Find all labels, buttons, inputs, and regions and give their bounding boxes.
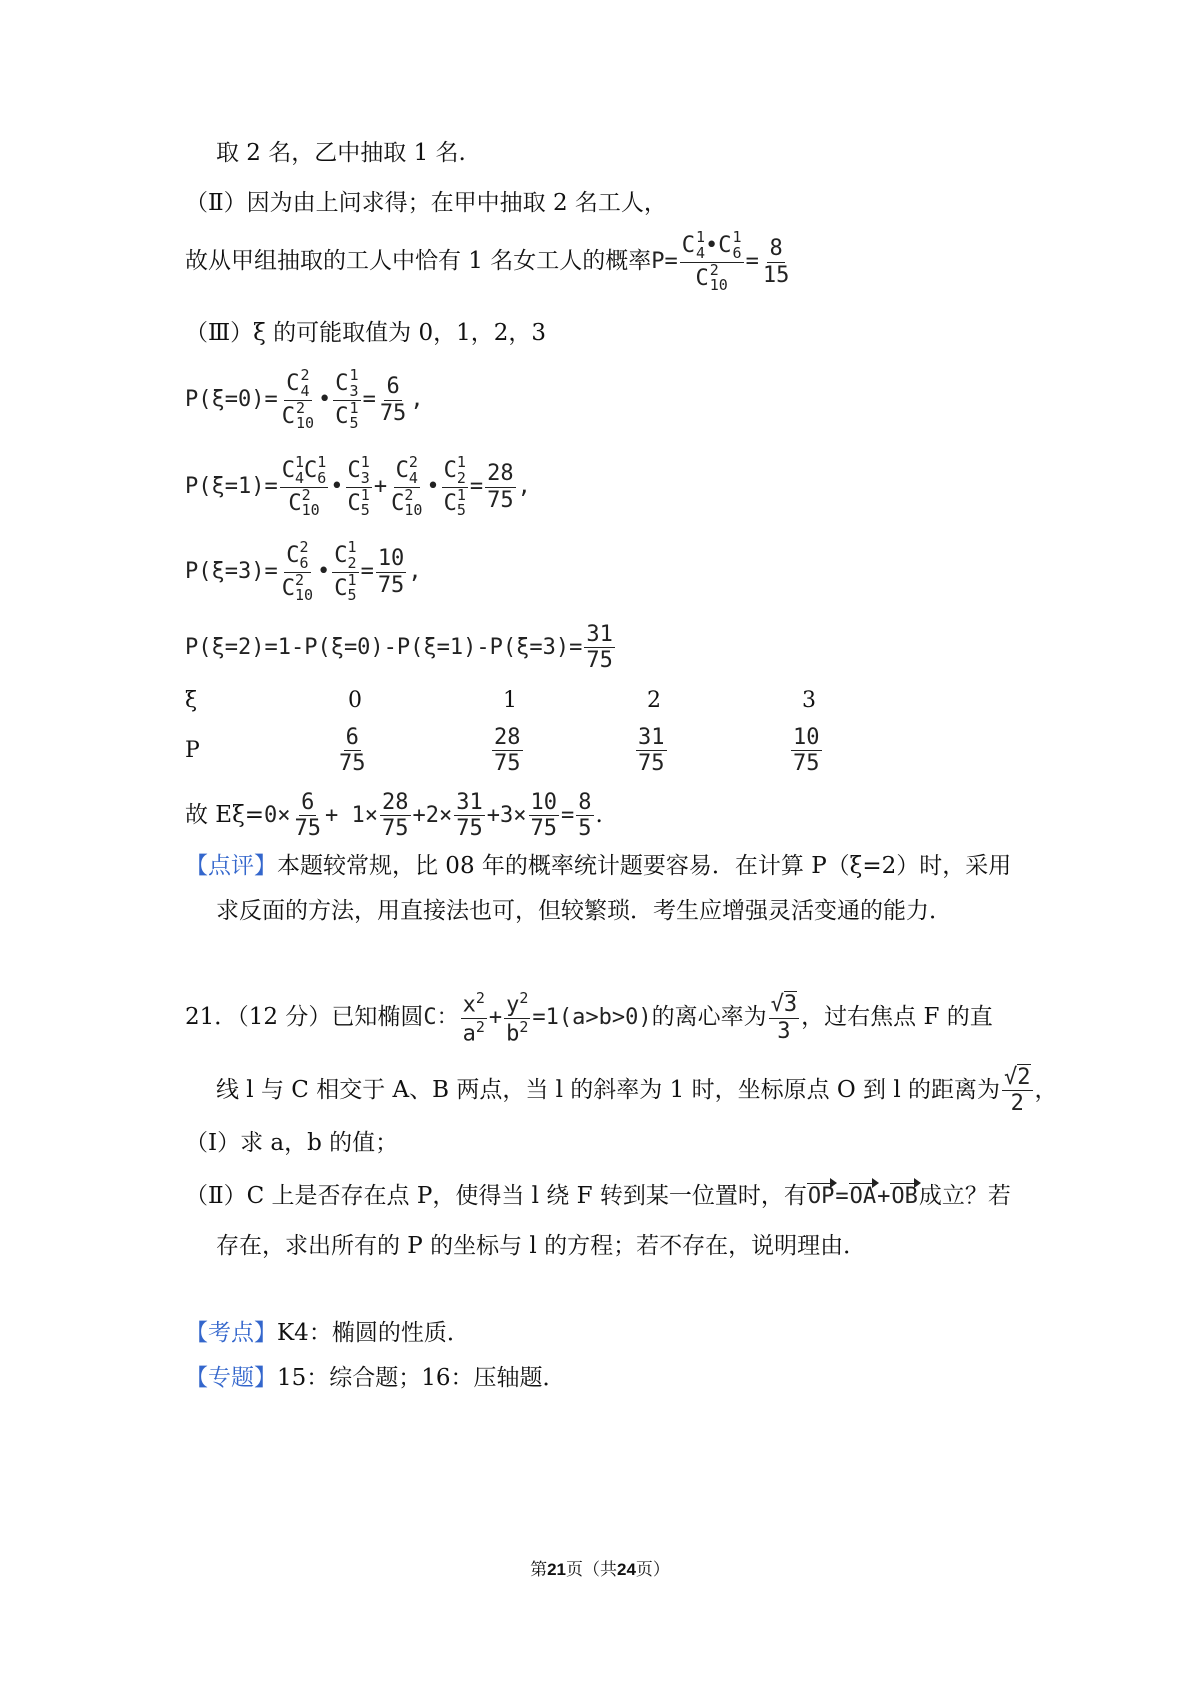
- probability-line: 故从甲组抽取的工人中恰有 1 名女工人的概率P= C 1 4 •C 1 6 C 2 10 = $\frac{8}{15}$: [185, 228, 790, 295]
- table-cell: P: [185, 738, 200, 763]
- expectation-line: 故 Eξ=0× $\frac{6}{75}$ + 1× $\frac{28}{75}$ +2× $\frac{31}{75}$ +3× $\frac{10}{75}$ = $\frac{8}{5}$ .: [185, 790, 603, 842]
- table-cell: 1: [503, 688, 517, 713]
- text-line: 存在，求出所有的 P 的坐标与 l 的方程；若不存在，说明理由．: [216, 1233, 867, 1259]
- table-cell: 2: [647, 688, 661, 713]
- sqrt2-fraction: $\frac{√2}{2}$: [1004, 1065, 1031, 1117]
- table-cell: ξ: [185, 688, 198, 713]
- vector-equation: OP=OA+OB: [807, 1184, 918, 1209]
- text-line: （Ⅱ）因为由上问求得；在甲中抽取 2 名工人，: [185, 190, 667, 216]
- question-21-line: 21．（12 分）已知椭圆C： $\frac{x^2}{a^2}$ + $\frac{y^2}{b^2}$ =1(a>b>0)的离心率为 $\frac{√3}{3}$ ，过右焦点 F 的直: [185, 989, 993, 1046]
- table-cell: 3: [802, 688, 816, 713]
- table-cell: 0: [348, 688, 362, 713]
- text-line: （Ⅲ）ξ 的可能取值为 0，1，2，3: [185, 320, 547, 346]
- kaodian-tag: 【考点】: [185, 1320, 277, 1346]
- text-line: 线 l 与 C 相交于 A、B 两点，当 l 的斜率为 1 时，坐标原点 O 到 l 的距离为 $\frac{√2}{2}$ ，: [216, 1065, 1058, 1117]
- ellipse-equation: C： $\frac{x^2}{a^2}$ + $\frac{y^2}{b^2}$ =1(a>b>0): [423, 989, 652, 1046]
- text-line: （Ⅱ）C 上是否存在点 P，使得当 l 绕 F 转到某一位置时，有OP=OA+OB成立？若: [185, 1183, 1011, 1209]
- table-cell: $\frac{28}{75}$: [494, 725, 521, 777]
- page-footer: 第21页（共24页）: [530, 1560, 670, 1580]
- distribution-table-prob-row: [185, 725, 945, 793]
- review-line: 【点评】本题较常规，比 08 年的概率统计题要容易．在计算 P（ξ=2）时，采用: [185, 853, 1012, 879]
- sqrt3-fraction: $\frac{√3}{3}$: [770, 992, 798, 1044]
- zhuanti-line: 【专题】15：综合题；16：压轴题．: [185, 1365, 566, 1391]
- equation-p0: P(ξ=0)= C 2 4 C 2 10 • C 1 3 C 1 5 = $\frac{6}{75}$ ,: [185, 366, 424, 433]
- zhuanti-tag: 【专题】: [185, 1365, 277, 1391]
- kaodian-line: 【考点】K4：椭圆的性质．: [185, 1320, 470, 1346]
- review-tag: 【点评】: [185, 853, 277, 879]
- fraction: C 1 4 •C 1 6 C 2 10: [681, 228, 742, 295]
- fraction: $\frac{8}{15}$: [762, 236, 790, 288]
- text-line: （Ⅰ）求 a，b 的值；: [185, 1130, 399, 1156]
- text-line: 取 2 名，乙中抽取 1 名.: [216, 140, 466, 166]
- table-cell: $\frac{31}{75}$: [638, 725, 665, 777]
- equation-p3: P(ξ=3)= C 2 6 C 2 10 • C 1 2 C 1 5 = $\frac{10}{75}$ ,: [185, 538, 422, 605]
- table-cell: $\frac{6}{75}$: [339, 725, 366, 777]
- text-line: 求反面的方法，用直接法也可，但较繁琐．考生应增强灵活变通的能力．: [216, 898, 952, 924]
- table-cell: $\frac{10}{75}$: [793, 725, 820, 777]
- equation-p2: P(ξ=2)=1-P(ξ=0)-P(ξ=1)-P(ξ=3)= $\frac{31}{75}$: [185, 622, 613, 674]
- equation-p1: P(ξ=1)= C 1 4 C 1 6 C 2 10 • C 1 3 C 1 5 + C 2 4 C 2 10 • C 1 2 C 1 5 = $\frac{28}{75}$ ,: [185, 453, 531, 520]
